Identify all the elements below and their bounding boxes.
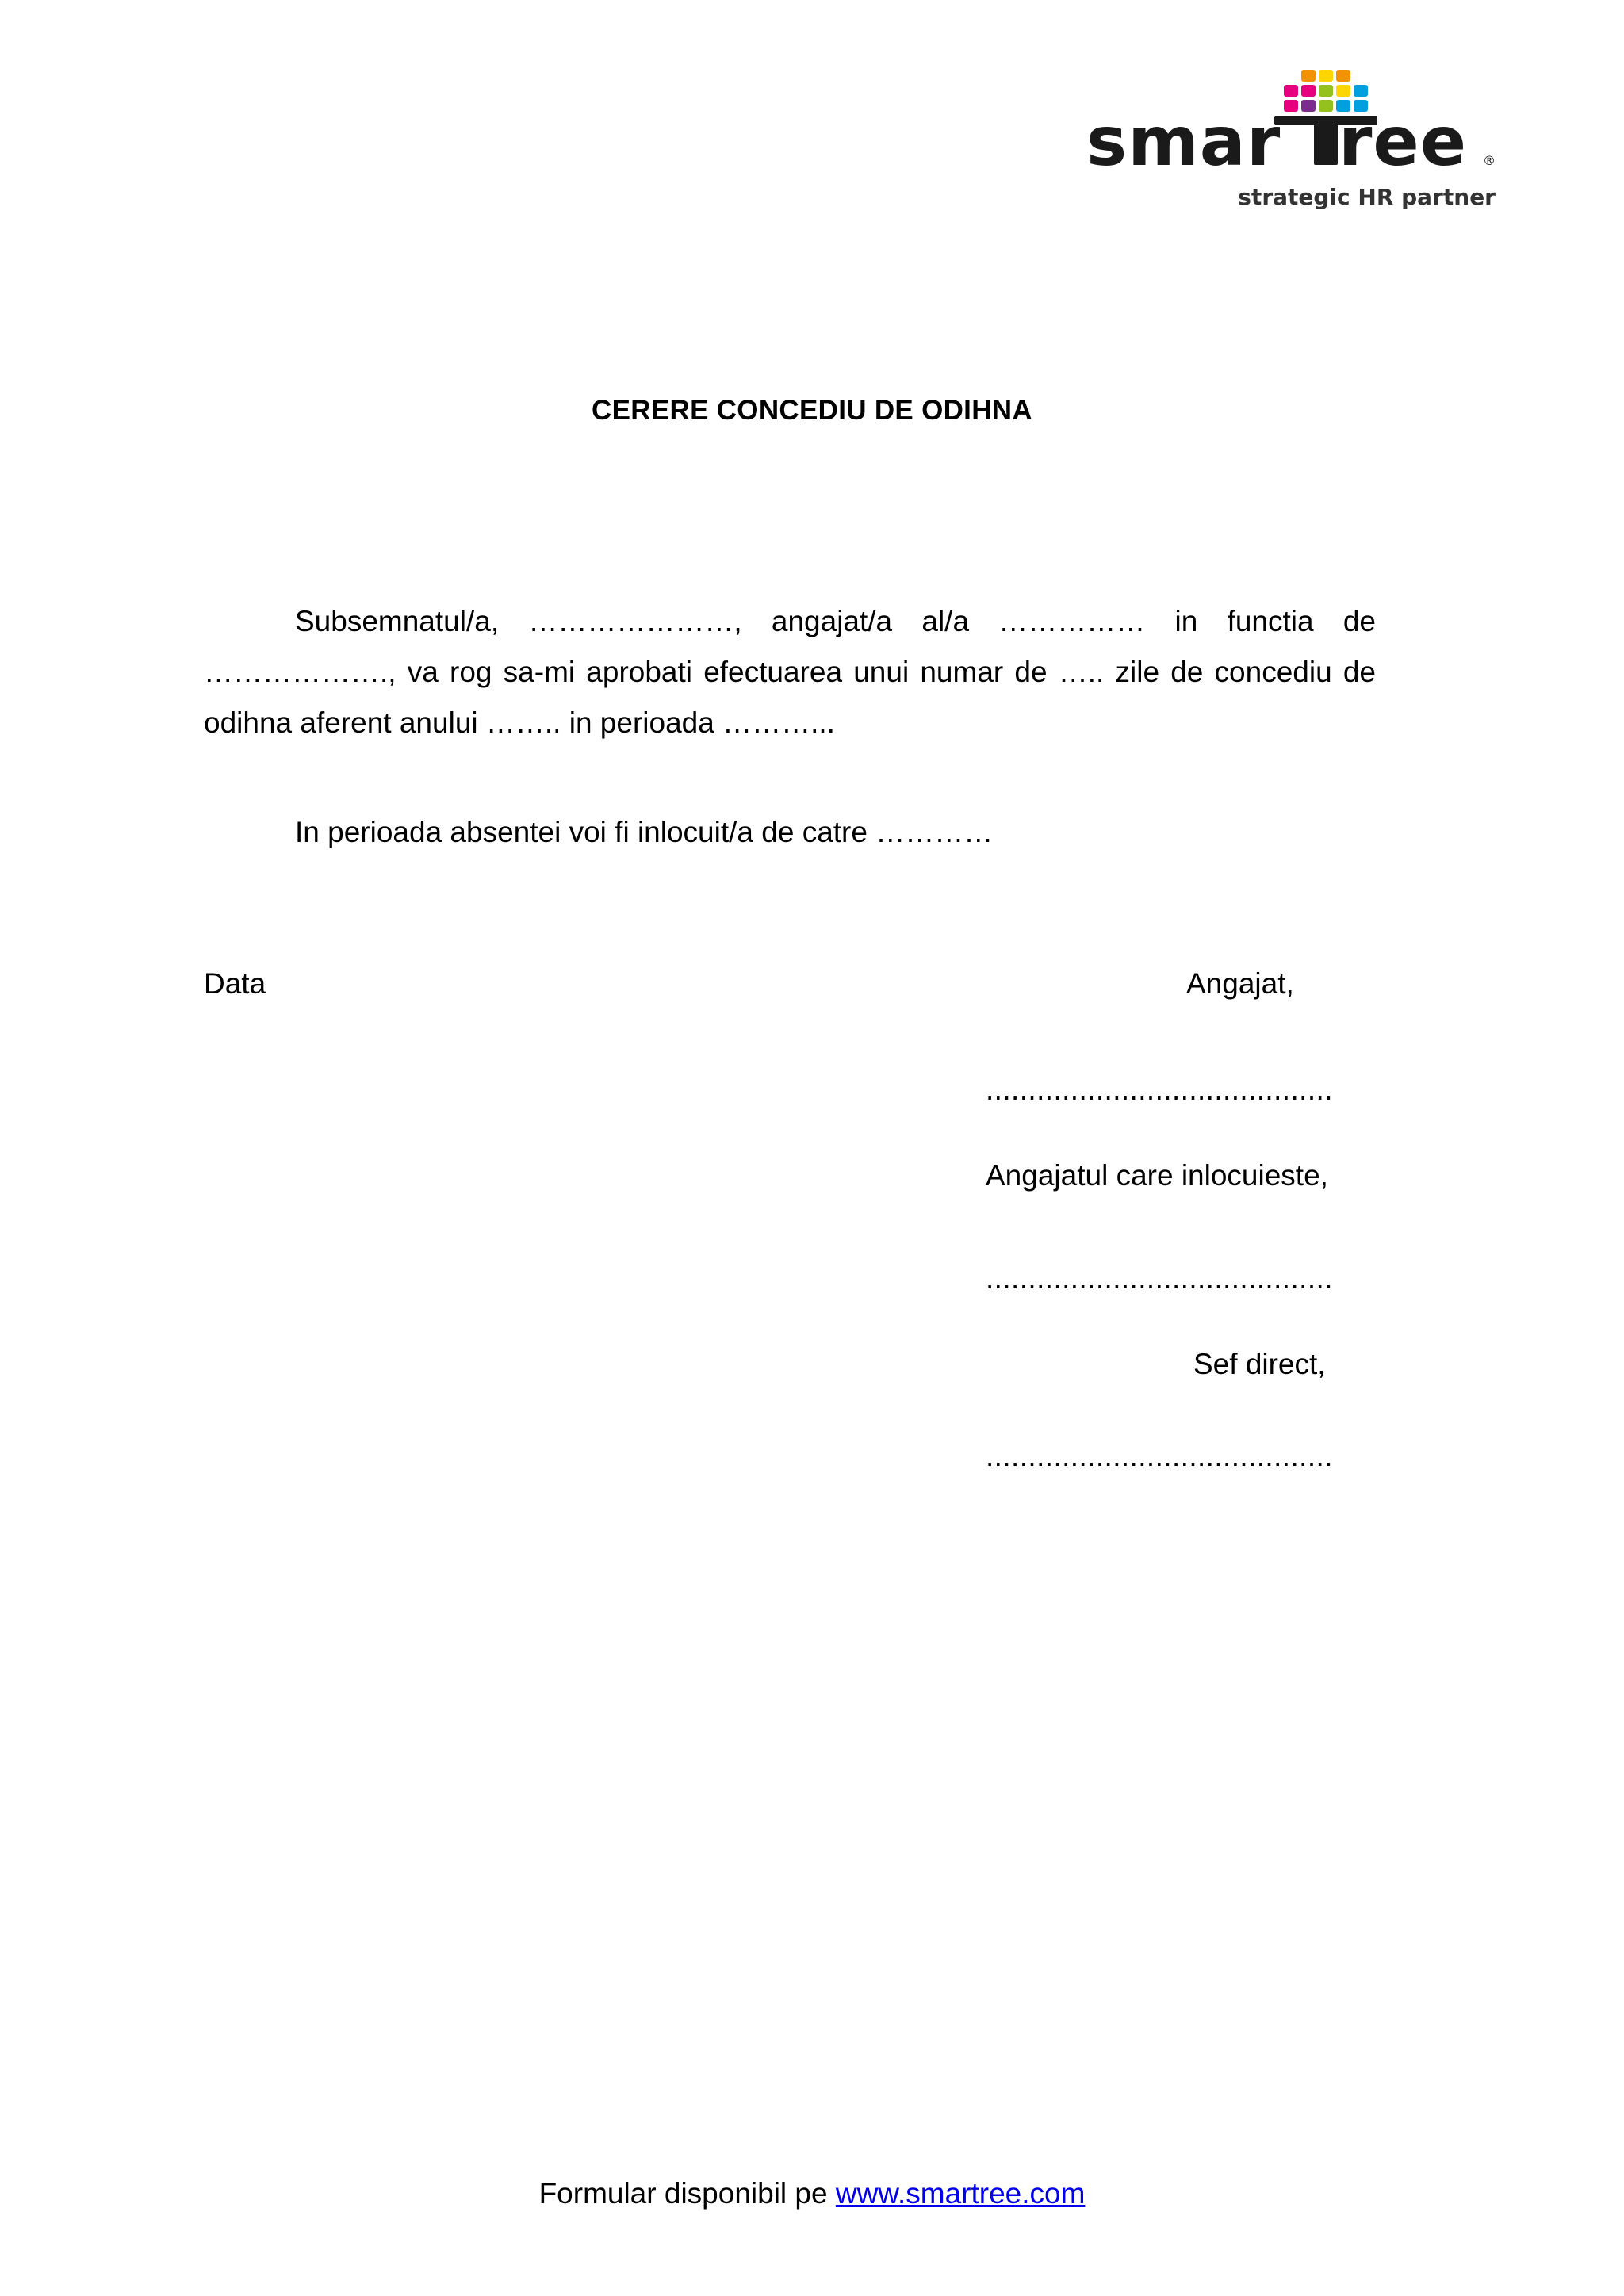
- document-title: CERERE CONCEDIU DE ODIHNA: [592, 395, 1032, 426]
- date-label: Data: [204, 967, 266, 1000]
- request-paragraph: [204, 596, 1376, 748]
- footer-text: Formular disponibil pe: [538, 2177, 828, 2210]
- logo-registered-mark: ®: [1483, 153, 1496, 168]
- logo-tagline: strategic HR partner: [1238, 184, 1496, 210]
- smartree-logo-graphic: [1086, 65, 1499, 224]
- manager-signature-line: .........................................: [986, 1440, 1333, 1472]
- footer-website-link[interactable]: www.smartree.com: [835, 2177, 1086, 2210]
- smartree-logo: [1086, 65, 1499, 224]
- replacement-paragraph: [204, 807, 1376, 858]
- manager-label: Sef direct,: [1193, 1348, 1326, 1380]
- request-paragraph-text: Subsemnatul/a, …………………, angajat/a al/a …………… in functia de ………………., va rog sa-mi aprobati efectuarea unui numar de ….. zile de concediu de odihna aferent anului …….. in perioada ………...: [204, 605, 1376, 739]
- logo-wordmark-left: smar: [1086, 102, 1281, 182]
- replacement-employee-label: Angajatul care inlocuieste,: [986, 1159, 1328, 1192]
- employee-label: Angajat,: [1186, 967, 1294, 1000]
- replacement-paragraph-text: In perioada absentei voi fi inlocuit/a de catre …………: [295, 816, 994, 848]
- replacement-signature-line: .........................................: [986, 1262, 1333, 1295]
- employee-signature-line: .........................................: [986, 1073, 1333, 1106]
- footer: [0, 2177, 1624, 2210]
- logo-wordmark-right: ree: [1339, 102, 1468, 182]
